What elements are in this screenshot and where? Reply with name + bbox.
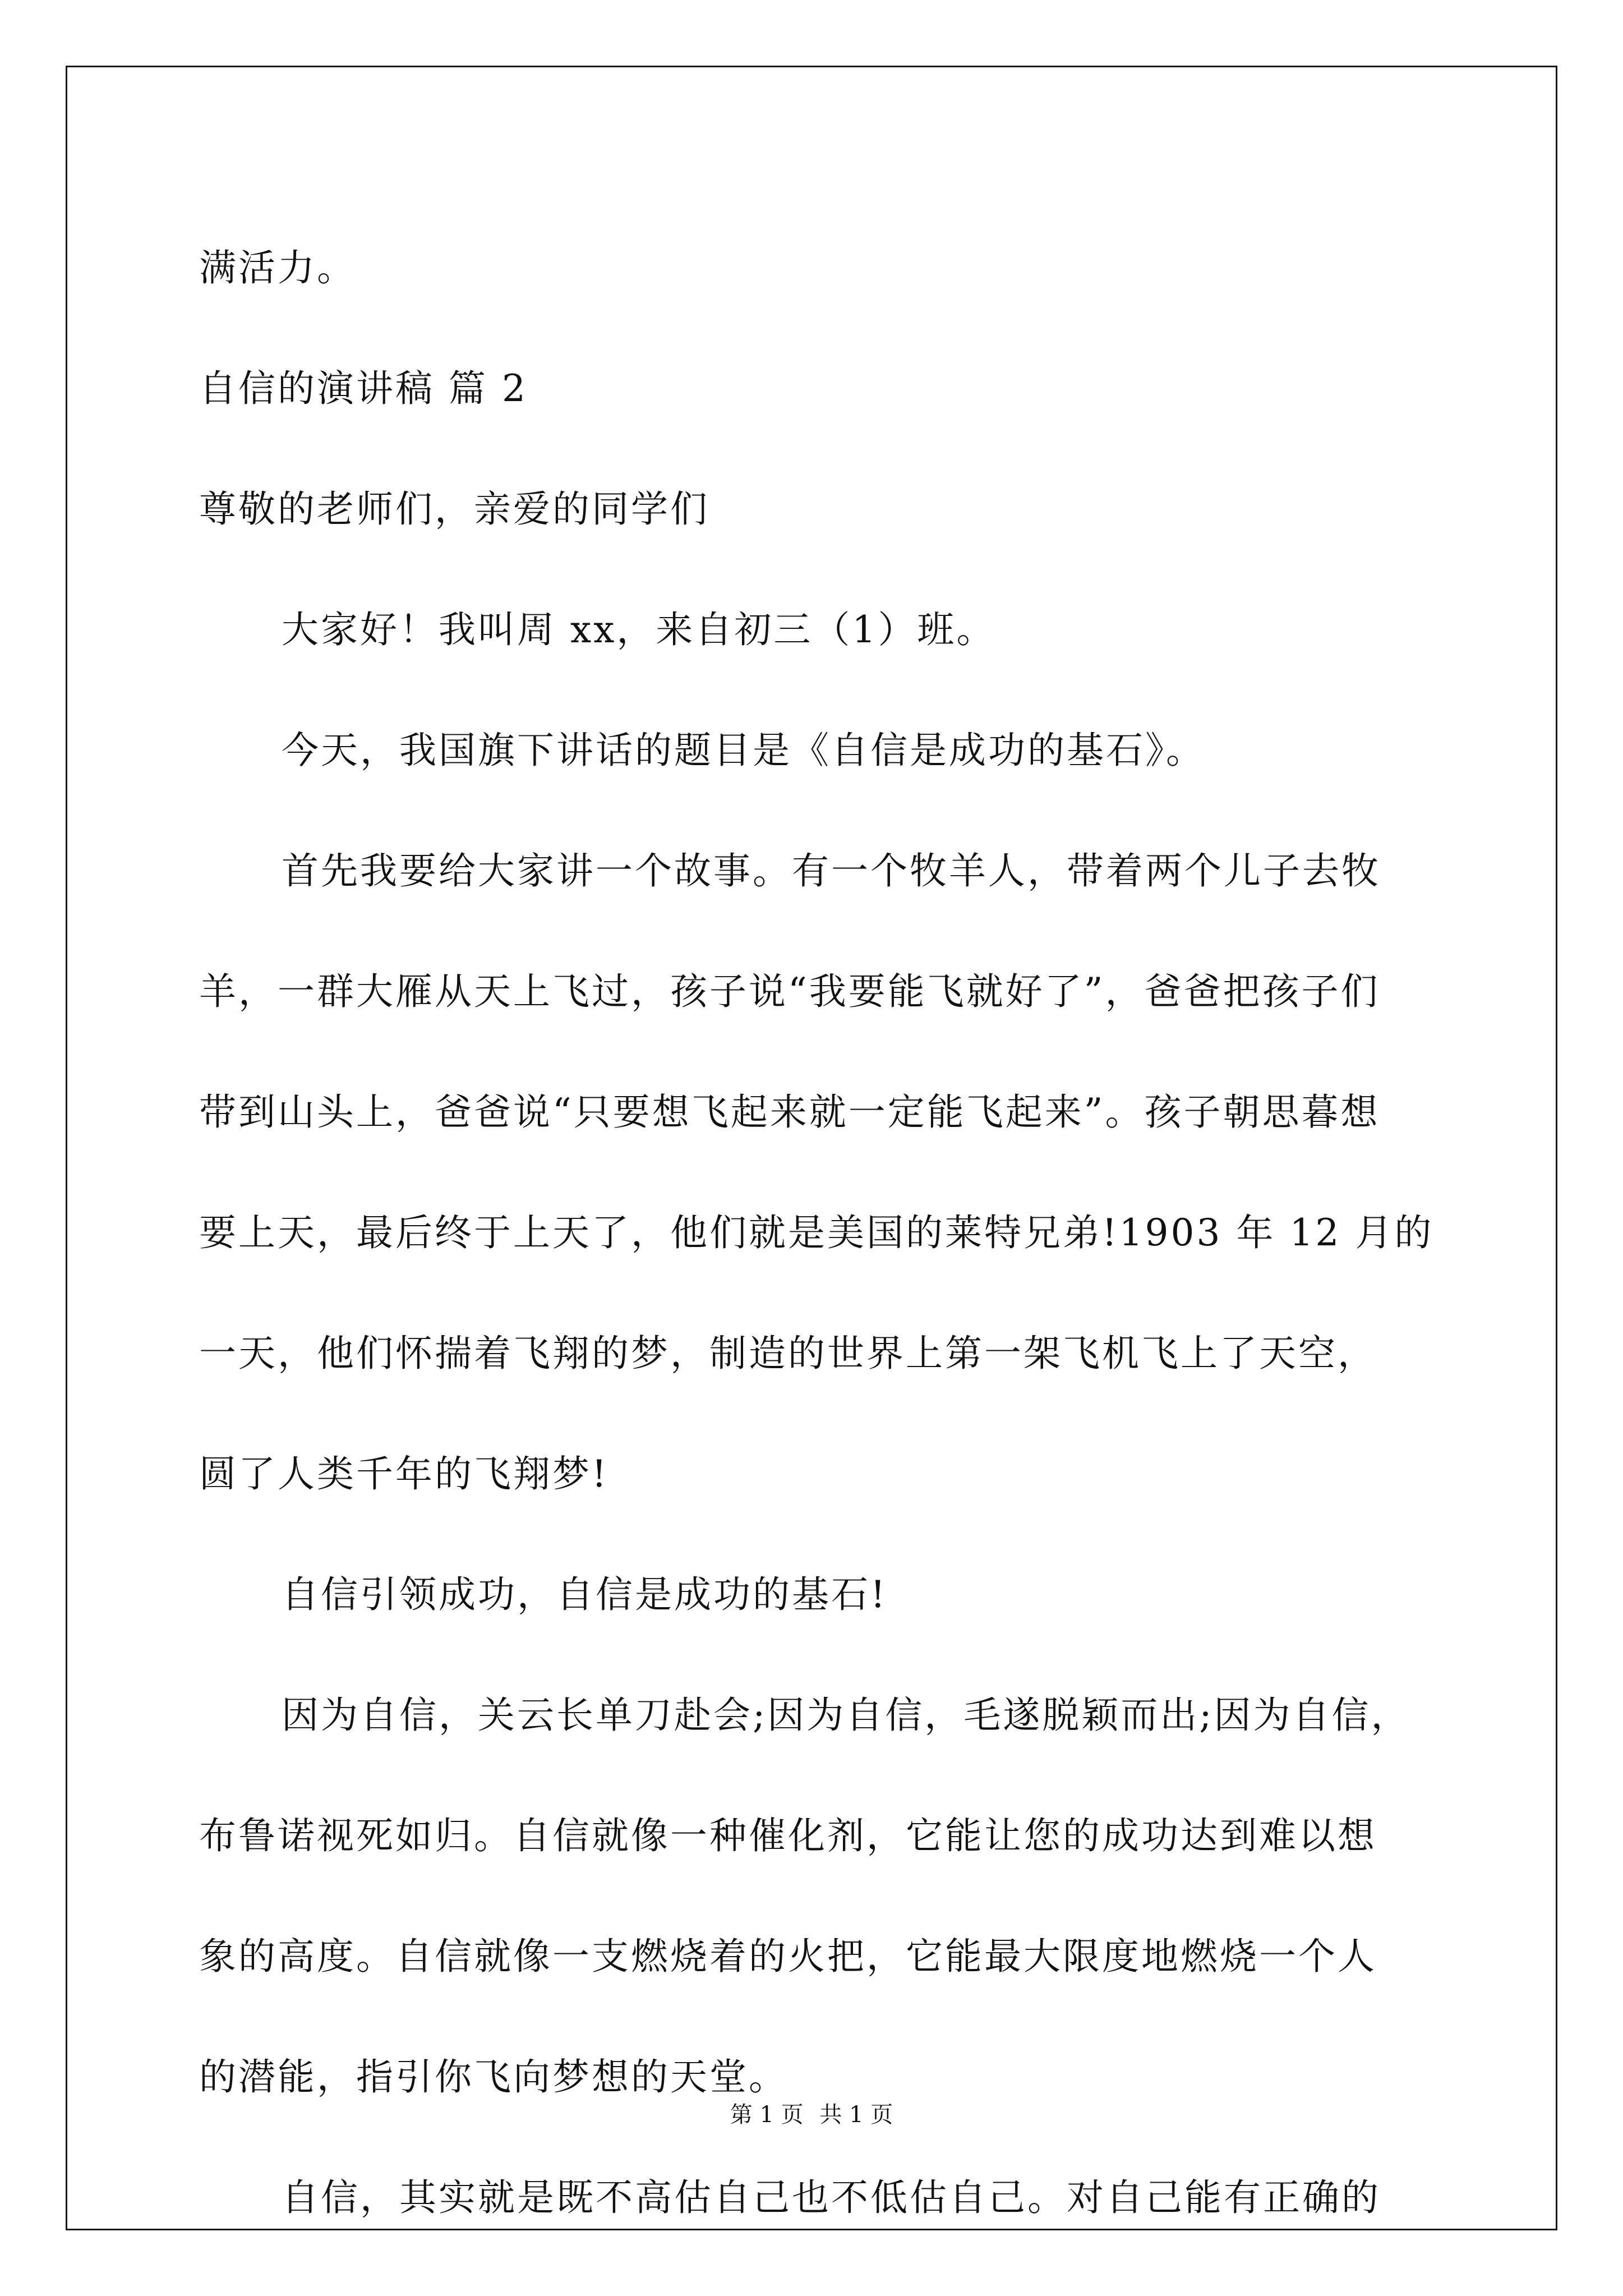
text-line-6: 首先我要给大家讲一个故事。有一个牧羊人，带着两个儿子去牧: [282, 849, 1381, 892]
text-line-17: 自信，其实就是既不高估自己也不低估自己。对自己能有正确的: [282, 2176, 1381, 2219]
text-line-1: 满活力。: [199, 246, 356, 289]
salutation: 尊敬的老师们，亲爱的同学们: [199, 487, 709, 531]
section-heading: 自信的演讲稿 篇 2: [199, 367, 528, 410]
document-body: [199, 208, 1433, 2258]
page-total: 共 1 页: [819, 2102, 893, 2128]
text-line-16: 的潜能，指引你飞向梦想的天堂。: [199, 2055, 788, 2099]
text-line-5: 今天，我国旗下讲话的题目是《自信是成功的基石》。: [282, 729, 1205, 772]
text-line-13: 因为自信，关云长单刀赴会;因为自信，毛遂脱颖而出;因为自信，: [282, 1694, 1410, 1737]
text-line-14: 布鲁诺视死如归。自信就像一种催化剂，它能让您的成功达到难以想: [199, 1814, 1377, 1857]
text-line-10: 一天，他们怀揣着飞翔的梦，制造的世界上第一架飞机飞上了天空，: [199, 1332, 1377, 1375]
text-line-4: 大家好！我叫周 xx，来自初三（1）班。: [282, 608, 996, 651]
text-line-8: 带到山头上，爸爸说“只要想飞起来就一定能飞起来”。孩子朝思暮想: [199, 1091, 1380, 1134]
text-line-7: 羊，一群大雁从天上飞过，孩子说“我要能飞就好了”，爸爸把孩子们: [199, 970, 1380, 1013]
text-line-12: 自信引领成功，自信是成功的基石!: [282, 1573, 888, 1616]
page-footer: [0, 2097, 1623, 2129]
text-line-11: 圆了人类千年的飞翔梦!: [199, 1452, 609, 1496]
page-number: 第 1 页: [730, 2102, 804, 2128]
text-line-15: 象的高度。自信就像一支燃烧着的火把，它能最大限度地燃烧一个人: [199, 1935, 1377, 1978]
text-line-9: 要上天，最后终于上天了，他们就是美国的莱特兄弟!1903 年 12 月的: [199, 1211, 1434, 1254]
